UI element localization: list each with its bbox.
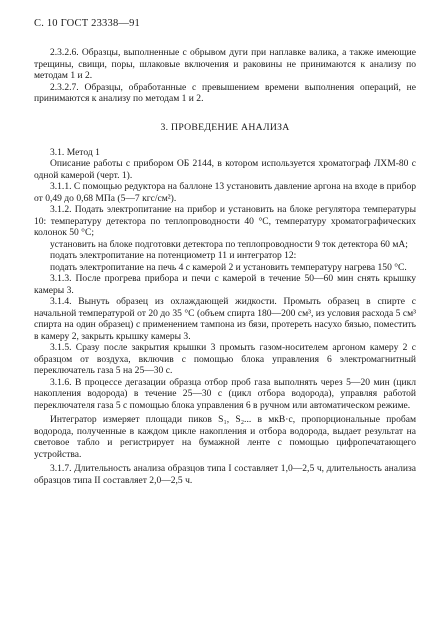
paragraph-furnace: подать электропитание на печь 4 с камерой 2 и установить температуру нагрева 150 °С. [50,261,407,273]
paragraph-3-1-7: 3.1.7. Длительность анализа образцов типа I составляет 1,0—2,5 ч, длительность анализа образцов типа II составляет 2,0—2,5 ч. [34,463,416,486]
paragraph-detector-current: установить на блоке подготовки детектора по теплопроводности 9 ток детектора 60 мА; [50,238,408,250]
paragraph-3-1-5: 3.1.5. Сразу после закрытия крышки 3 промыть газом-носителем аргоном камеру 2 с образцом от воздуха, включив с помощью блока управления 6 электромагнитный переключатель газа 5 на 25—30 с. [34,342,416,376]
paragraph-3-1-2: 3.1.2. Подать электропитание на прибор и установить на блоке регулятора температуры 10: температуру детектора по теплопроводности 40 °С, температуру хроматографических колонок 50 °С; [34,204,416,238]
paragraph-3-1-6: 3.1.6. В процессе дегазации образца отбор проб газа выполнять через 5—20 мин (цикл накопления водорода) в течение 25—30 с (цикл отбора водорода), управляя работой переключателя газа 5 с помощью блока управления 6 в ручном или автоматическом режиме. [34,376,416,411]
paragraph-3-1-1: 3.1.1. С помощью редуктора на баллоне 13 установить давление аргона на входе в прибор от 0,49 до 0,68 МПа (5—7 кгс/см²). [34,181,416,204]
paragraph-integrator: Интегратор измеряет площади пиков S₁, S₂... в мкВ·с, пропорциональные пробам водорода, полученные в каждом цикле накопления и отбора водорода, выдает результат на световое табло и регистрирует на бумажной ленте с помощью цифропечатающего устройства. [34,414,416,460]
paragraph-description: Описание работы с прибором ОБ 2144, в котором используется хроматограф ЛХМ-80 с одной камерой (черт. 1). [34,158,416,181]
paragraph-potentiometer: подать электропитание на потенциометр 11 и интегратор 12: [50,250,297,261]
section-title: 3. ПРОВЕДЕНИЕ АНАЛИЗА [160,121,290,133]
method-heading: 3.1. Метод 1 [50,146,100,158]
paragraph-2-3-2-7: 2.3.2.7. Образцы, обработанные с превышением времени выполнения операций, не принимаются к анализу по методам 1 и 2. [34,81,416,104]
paragraph-2-3-2-6: 2.3.2.6. Образцы, выполненные с обрывом дуги при наплавке валика, а также имеющие трещины, свищи, поры, шлаковые включения и раковины не принимаются к анализу по методам 1 и 2. [34,47,416,81]
paragraph-3-1-4: 3.1.4. Вынуть образец из охлаждающей жидкости. Промыть образец в спирте с начальной температурой от 20 до 35 °С (объем спирта 180—200 см³, из условия расхода 5 см³ спирта на один образец) с применением тампона из бязи, протереть насухо бязью, поместить в камеру 2, закрыть крышку камеры 3. [34,296,416,342]
page-header: С. 10 ГОСТ 23338—91 [34,18,140,29]
paragraph-3-1-3: 3.1.3. После прогрева прибора и печи с камерой в течение 50—60 мин снять крышку камеры 3. [34,273,416,296]
